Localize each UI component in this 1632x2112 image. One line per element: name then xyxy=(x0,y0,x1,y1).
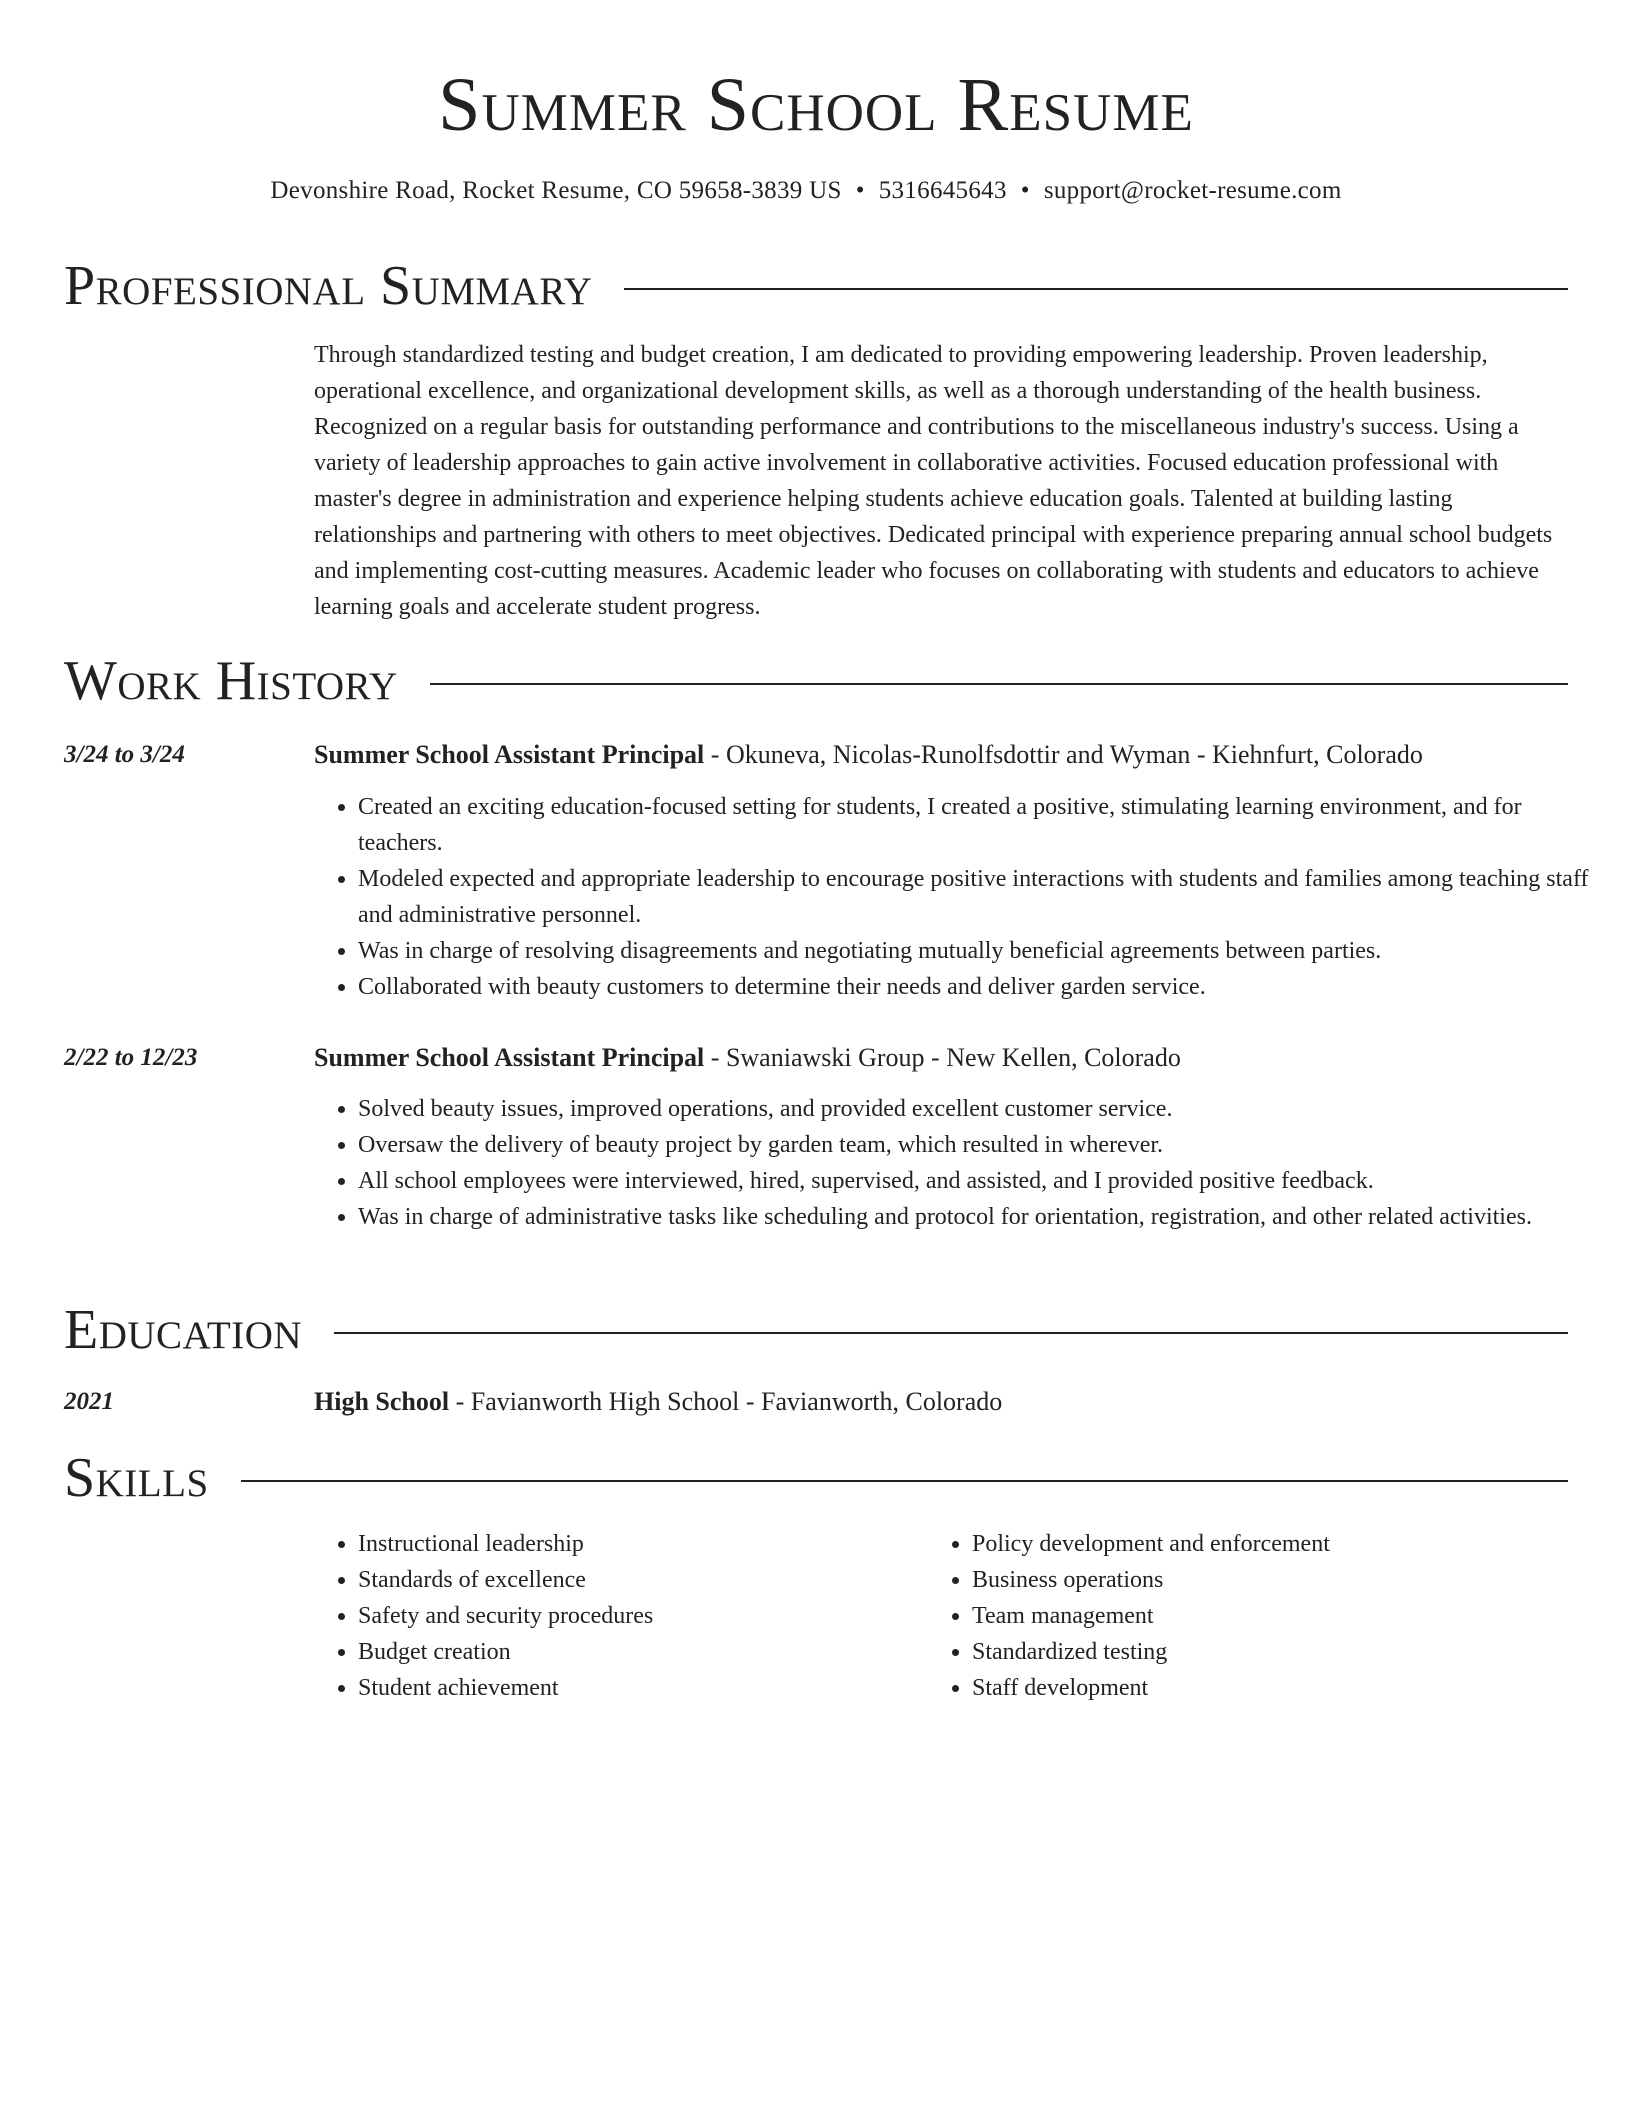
skill-item: • Policy development and enforcement xyxy=(972,1526,1552,1562)
contact-separator: • xyxy=(855,177,865,204)
job-bullet: • Oversaw the delivery of beauty project by garden team, which resulted in wherever. xyxy=(358,1127,1612,1163)
education-section-title: Education xyxy=(64,1299,303,1361)
summary-section-header xyxy=(64,254,1568,318)
job-heading xyxy=(314,1040,1568,1076)
job-heading xyxy=(314,737,1568,773)
section-divider xyxy=(624,288,1568,290)
contact-line xyxy=(0,173,1612,209)
job-bullet: • Solved beauty issues, improved operations, and provided excellent customer service. xyxy=(358,1091,1612,1127)
job-bullet: • Was in charge of resolving disagreements and negotiating mutually beneficial agreements between parties. xyxy=(358,933,1612,969)
job-title: Summer School Assistant Principal xyxy=(314,1043,705,1072)
skills-section-title: Skills xyxy=(64,1447,209,1509)
work-section-header xyxy=(64,649,1568,713)
skills-section-header xyxy=(64,1446,1568,1510)
education-school: - Favianworth High School - Favianworth, Colorado xyxy=(449,1387,1003,1416)
skill-item: • Standardized testing xyxy=(972,1634,1552,1670)
resume-name: Summer School Resume xyxy=(438,63,1194,147)
contact-phone: 5316645643 xyxy=(878,177,1007,204)
job-employer: - Okuneva, Nicolas-Runolfsdottir and Wyman - Kiehnfurt, Colorado xyxy=(704,740,1423,769)
contact-address: Devonshire Road, Rocket Resume, CO 59658-3839 US xyxy=(270,177,842,204)
job-bullet: • Collaborated with beauty customers to determine their needs and deliver garden service. xyxy=(358,969,1612,1005)
skill-item: • Business operations xyxy=(972,1562,1552,1598)
job-bullets xyxy=(314,789,1612,1005)
summary-section-title: Professional Summary xyxy=(64,255,593,317)
skill-item: • Standards of excellence xyxy=(358,1562,938,1598)
education-entry xyxy=(314,1384,1568,1420)
skill-item: • Safety and security procedures xyxy=(358,1598,938,1634)
job-date: 3/24 to 3/24 xyxy=(64,741,185,768)
education-date: 2021 xyxy=(64,1388,114,1415)
job-bullet: • Was in charge of administrative tasks like scheduling and protocol for orientation, registration, and other related activities. xyxy=(358,1199,1612,1235)
contact-email: support@rocket-resume.com xyxy=(1043,177,1342,204)
job-bullet: • Modeled expected and appropriate leadership to encourage positive interactions with students and families among teaching staff and administrative personnel. xyxy=(358,861,1612,933)
skill-item: • Team management xyxy=(972,1598,1552,1634)
contact-separator: • xyxy=(1020,177,1030,204)
skill-item: • Budget creation xyxy=(358,1634,938,1670)
work-section-title: Work History xyxy=(64,650,398,712)
skill-item: • Staff development xyxy=(972,1670,1552,1706)
job-bullets xyxy=(314,1091,1612,1235)
job-title: Summer School Assistant Principal xyxy=(314,740,705,769)
section-divider xyxy=(430,683,1568,685)
job-date: 2/22 to 12/23 xyxy=(64,1044,198,1071)
job-bullet: • Created an exciting education-focused setting for students, I created a positive, stimulating learning environment, and for teachers. xyxy=(358,789,1612,861)
skills-list-right xyxy=(928,1526,1552,1706)
skill-item: • Instructional leadership xyxy=(358,1526,938,1562)
summary-text: Through standardized testing and budget creation, I am dedicated to providing empowering leadership. Proven leadership, operational excellence, and organizational development skills, as well as a thorough understanding of the health business. Recognized on a regular basis for outstanding performance and contributions to the miscellaneous industry's success. Using a variety of leadership approaches to gain active involvement in collaborative activities. Focused education professional with master's degree in administration and experience helping students achieve education goals. Talented at building lasting relationships and partnering with others to meet objectives. Dedicated principal with experience preparing annual school budgets and implementing cost-cutting measures. Academic leader who focuses on collaborating with students and educators to achieve learning goals and accelerate student progress. xyxy=(314,342,1553,620)
skill-item: • Student achievement xyxy=(358,1670,938,1706)
section-divider xyxy=(241,1480,1568,1482)
job-employer: - Swaniawski Group - New Kellen, Colorado xyxy=(704,1043,1181,1072)
section-divider xyxy=(334,1332,1568,1334)
skills-list-left xyxy=(314,1526,938,1706)
education-degree: High School xyxy=(314,1387,450,1416)
education-section-header xyxy=(64,1298,1568,1362)
job-bullet: • All school employees were interviewed, hired, supervised, and assisted, and I provided positive feedback. xyxy=(358,1163,1612,1199)
